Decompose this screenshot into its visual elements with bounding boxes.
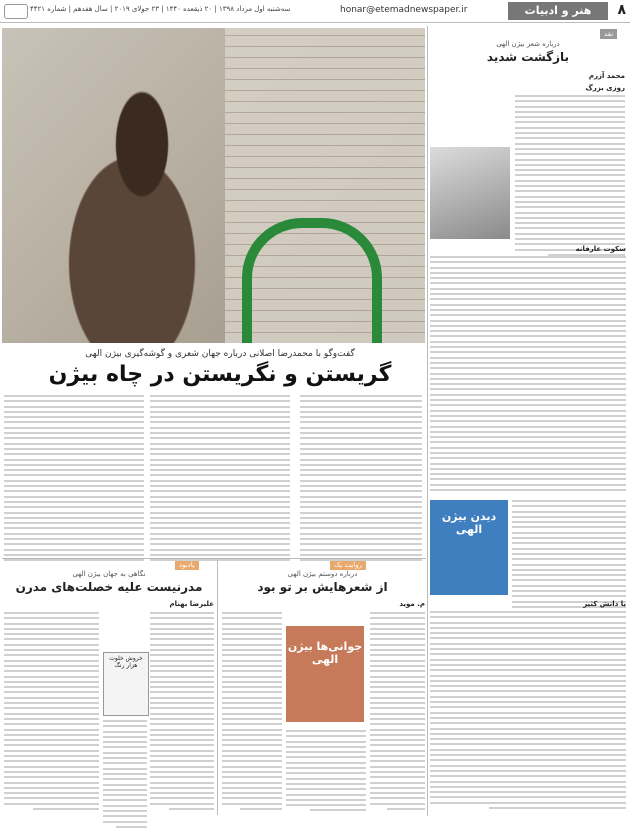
right-author: محمد آزرم [588, 72, 625, 80]
book-cover-1 [430, 500, 508, 595]
main-kicker: گفت‌وگو با محمدرضا اصلانی درباره جهان شعری و گوشه‌گیری بیژن الهی [85, 349, 355, 359]
lower-mid-story [220, 570, 425, 611]
seated-man-figure [42, 78, 242, 343]
portrait-photo [2, 28, 425, 343]
page-number: ۸ [617, 2, 626, 18]
right-headline: بازگشت شدید [486, 50, 570, 64]
green-chair [242, 218, 382, 343]
lower-mid-text-b [222, 612, 282, 813]
lower-left-headline: مدرنیست علیه خصلت‌های مدرن [15, 580, 203, 594]
lower-mid-author: م. موید [399, 600, 425, 608]
lower-left-text-b [4, 612, 99, 813]
main-headline: گریستن و نگریستن در چاه بیژن [48, 362, 392, 387]
diagram-figure [103, 652, 149, 716]
page-header [0, 0, 630, 23]
lower-rule [2, 558, 426, 559]
label-critique: نقد [600, 29, 617, 39]
right-kicker: درباره شعر بیژن الهی [496, 40, 560, 48]
right-sub1: روزی بزرگ [585, 84, 625, 92]
lower-left-text-a [150, 612, 214, 813]
interview-col-1 [300, 395, 422, 565]
lower-left-story [4, 570, 214, 611]
right-sub3: با دانش کثیر [583, 600, 626, 608]
lower-mid-kicker: درباره دوستم بیژن الهی [287, 570, 358, 578]
lower-left-text-c [103, 720, 147, 831]
interview-col-2 [150, 395, 290, 565]
right-column-text [515, 72, 625, 259]
right-column-text2 [430, 245, 626, 494]
right-column [430, 40, 626, 70]
lower-mid-text-a [370, 612, 425, 813]
lower-left-author: علیرضا بهنام [169, 600, 214, 608]
label-memorial: یادبود [175, 560, 199, 570]
dateline: سه‌شنبه اول مرداد ۱۳۹۸ | ۲۰ ذیقعده ۱۴۴۰ | ۲۳ جولای ۲۰۱۹ | سال هفدهم | شماره ۴۴۲۱ [30, 5, 291, 13]
book2-title: جوانی‌ها بیژن الهی [287, 640, 363, 666]
book1-title: دیدن بیژن الهی [441, 510, 497, 536]
lower-col-rule [217, 560, 218, 815]
interview-col-3 [4, 395, 144, 565]
lower-mid-text-c [286, 730, 366, 815]
newspaper-logo-icon [4, 4, 28, 19]
book-cover-2 [286, 626, 364, 722]
diagram-title: خروش خلوت هزار رنگ [109, 655, 143, 669]
side-portrait-photo [430, 147, 510, 239]
label-narrative: روایت یک [330, 560, 366, 570]
section-banner: هنر و ادبیات [508, 2, 608, 20]
section-email[interactable]: honar@etemadnewspaper.ir [340, 5, 468, 15]
right-sub2: سکوت عارفانه [575, 245, 626, 253]
column-rule [427, 26, 428, 816]
lower-left-kicker: نگاهی به جهان بیژن الهی [72, 570, 146, 578]
right-column-text4 [430, 600, 626, 812]
lower-mid-headline: از شعرهایش بر تو بود [257, 580, 388, 594]
